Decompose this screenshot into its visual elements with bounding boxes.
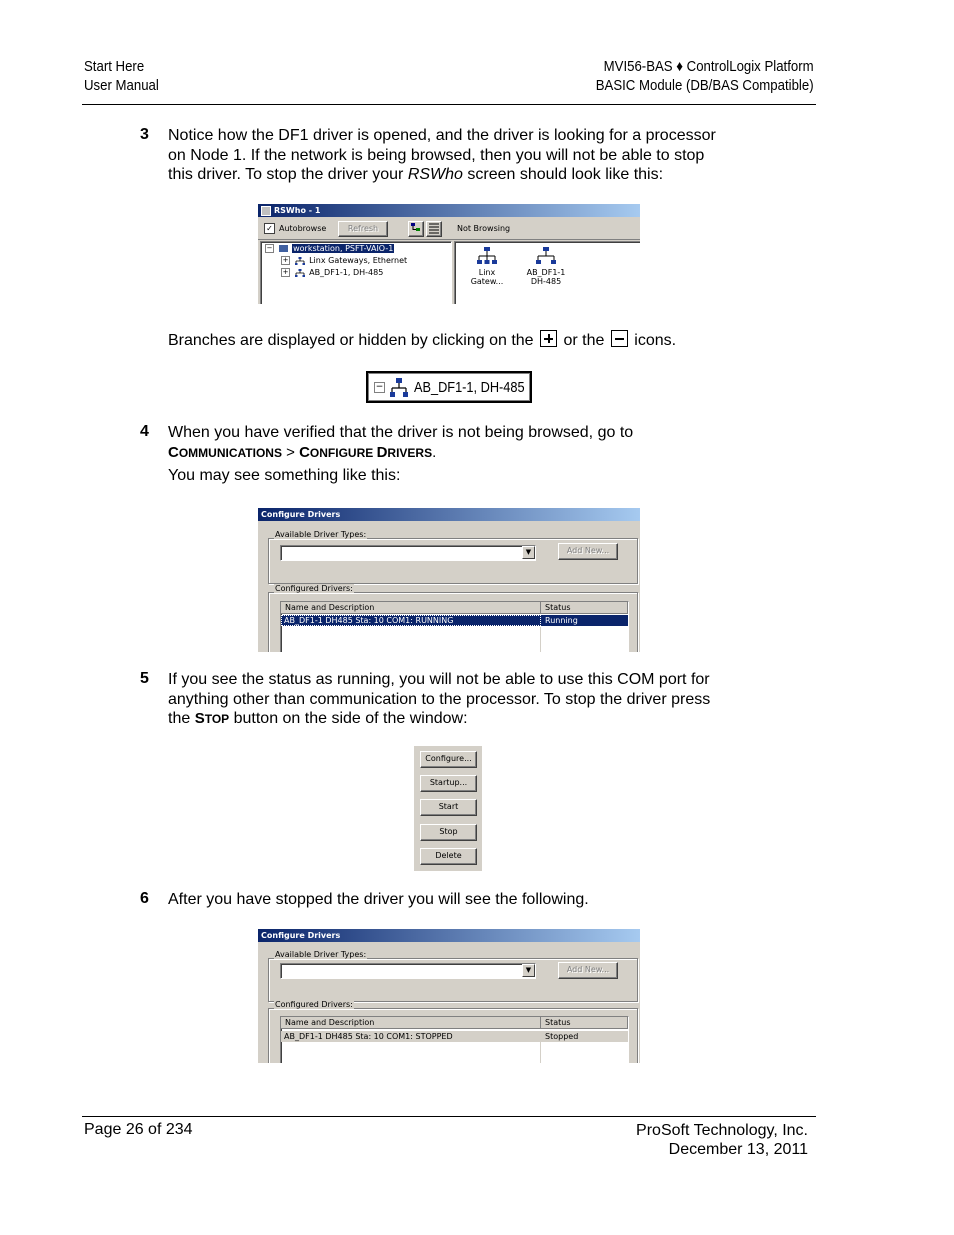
network-icon [390, 378, 408, 403]
network-icon [536, 246, 556, 266]
step-5-text [168, 670, 788, 730]
text-span: S [194, 710, 205, 728]
column-header-status[interactable]: Status [541, 602, 628, 614]
step-3-line [168, 165, 788, 185]
text-span: icons. [634, 332, 677, 349]
driver-side-buttons [414, 746, 482, 871]
text-span: TOP [204, 712, 230, 727]
configure-drivers-titlebar: Configure Drivers [258, 929, 640, 942]
tree-label: Linx Gateways, Ethernet [309, 256, 408, 265]
text-span: . [432, 443, 437, 461]
icon-pane[interactable] [454, 241, 640, 304]
step-5-line: If you see the status as running, you will not be able to use this COM port for [168, 671, 710, 688]
header-doc-type: User Manual [84, 77, 159, 94]
collapse-minus-icon [611, 330, 628, 347]
collapse-icon: − [375, 382, 384, 392]
collapse-icon[interactable]: − [266, 244, 273, 252]
rswho-titlebar [258, 204, 640, 217]
configured-drivers-label: Configured Drivers: [275, 1000, 353, 1009]
step-3-number: 3 [140, 126, 149, 143]
step-4-line: When you have verified that the driver is not being browsed, go to [168, 424, 634, 441]
column-header-name[interactable]: Name and Description [281, 1017, 541, 1029]
step-5-number: 5 [140, 670, 149, 687]
rswho-window [258, 204, 640, 304]
header-rule [82, 104, 816, 105]
text-span: ONFIGURE [309, 445, 377, 460]
step-3-line: on Node 1. If the network is being browsed, then you will not be able to stop [168, 146, 705, 164]
column-divider [540, 1042, 541, 1063]
tree-row-linx[interactable] [281, 255, 407, 266]
tree-row-workstation[interactable] [265, 243, 394, 254]
expand-plus-icon [540, 330, 557, 347]
stop-button[interactable]: Stop [420, 824, 477, 841]
header-module: BASIC Module (DB/BAS Compatible) [596, 77, 814, 94]
delete-button[interactable]: Delete [420, 848, 477, 865]
expand-icon[interactable]: + [282, 268, 289, 276]
footer-right [636, 1121, 808, 1159]
step-4-number: 4 [140, 423, 149, 440]
header-section: Start Here [84, 58, 145, 75]
item-label: AB_DF1-1 [526, 268, 566, 277]
text-span: C [299, 443, 310, 461]
computer-icon [279, 245, 288, 252]
menu-separator: > [281, 443, 300, 461]
tree-pane[interactable] [260, 241, 452, 304]
tree-node-zoom [366, 371, 532, 403]
table-cell-status[interactable]: Stopped [541, 1031, 628, 1042]
tree-label: workstation, PSFT-VAIO-1 [293, 244, 394, 253]
list-view-icon[interactable] [426, 221, 442, 237]
configure-drivers-window-stopped [258, 929, 640, 1063]
tree-node-label: AB_DF1-1, DH-485 [414, 379, 525, 396]
linx-gateway-item[interactable] [467, 246, 507, 286]
chevron-down-icon[interactable]: ▼ [522, 964, 535, 977]
network-icon [295, 269, 305, 276]
chevron-down-icon[interactable]: ▼ [522, 546, 535, 559]
step-5-line [168, 709, 788, 730]
header-right [596, 57, 814, 95]
text-span: D [376, 443, 388, 461]
stop-button-reference [195, 710, 229, 727]
startup-button[interactable]: Startup... [420, 775, 477, 792]
add-new-button[interactable]: Add New... [558, 543, 618, 560]
item-label: Linx [478, 268, 496, 277]
not-browsing-status: Not Browsing [457, 224, 511, 233]
autobrowse-checkbox[interactable]: ✓ [264, 223, 275, 234]
text-span: OMMUNICATIONS [178, 445, 282, 460]
text-span: screen should look like this: [462, 166, 664, 184]
step-6-number: 6 [140, 890, 149, 907]
driver-type-dropdown[interactable] [280, 963, 536, 979]
company-name: ProSoft Technology, Inc. [636, 1122, 808, 1139]
configured-drivers-list[interactable] [280, 601, 629, 652]
configured-drivers-list[interactable] [280, 1016, 629, 1063]
tree-view-icon[interactable] [408, 221, 424, 237]
menu-configure-drivers [299, 444, 432, 461]
column-header-status[interactable]: Status [541, 1017, 628, 1029]
autobrowse-label: Autobrowse [279, 224, 327, 233]
step-5-line: anything other than communication to the processor. To stop the driver press [168, 690, 711, 708]
add-new-button[interactable]: Add New... [558, 962, 618, 979]
configure-button[interactable]: Configure... [420, 751, 477, 768]
start-button[interactable]: Start [420, 799, 477, 816]
app-icon [261, 206, 271, 216]
rswho-title: RSWho - 1 [274, 206, 321, 215]
available-driver-types-label: Available Driver Types: [275, 950, 367, 959]
step-3-line: Notice how the DF1 driver is opened, and the driver is looking for a processor [168, 127, 716, 144]
text-span: RIVERS [387, 445, 433, 460]
configured-drivers-label: Configured Drivers: [275, 584, 353, 593]
df1-driver-item[interactable] [521, 246, 571, 286]
text-span: or the [563, 332, 605, 349]
item-label: Gatew... [470, 277, 504, 286]
item-label: DH-485 [530, 277, 562, 286]
rswho-emphasis: RSWho [407, 166, 463, 184]
step-6-text: After you have stopped the driver you will see the following. [168, 891, 589, 908]
column-header-name[interactable]: Name and Description [281, 602, 541, 614]
page-number: Page 26 of 234 [84, 1121, 193, 1138]
column-divider [540, 627, 541, 652]
expand-icon[interactable]: + [282, 256, 289, 264]
text-span: Branches are displayed or hidden by clicking on the [168, 332, 534, 349]
branches-text [168, 330, 676, 351]
menu-path [168, 443, 788, 464]
configure-drivers-titlebar: Configure Drivers [258, 508, 640, 521]
text-span: button on the side of the window: [229, 710, 468, 728]
publish-date: December 13, 2011 [668, 1141, 808, 1158]
step-3-text [168, 126, 788, 185]
menu-communications [168, 444, 282, 461]
configure-drivers-window [258, 508, 640, 652]
text-span: the [168, 710, 195, 728]
header-product: MVI56-BAS ♦ ControlLogix Platform [604, 58, 814, 75]
refresh-button[interactable]: Refresh [338, 221, 388, 237]
table-cell-status[interactable]: Running [541, 615, 628, 626]
table-row[interactable]: AB_DF1-1 DH485 Sta: 10 COM1: RUNNING [281, 615, 541, 626]
driver-type-dropdown[interactable] [280, 545, 536, 561]
step-4-text [168, 423, 788, 486]
text-span: C [168, 443, 179, 461]
network-icon [477, 246, 497, 266]
table-row[interactable]: AB_DF1-1 DH485 Sta: 10 COM1: STOPPED [281, 1031, 541, 1042]
tree-label: AB_DF1-1, DH-485 [309, 268, 384, 277]
tree-row-df1[interactable] [281, 267, 383, 278]
step-4-line: You may see something like this: [168, 467, 401, 485]
network-icon [295, 257, 305, 264]
toolbar-divider [258, 239, 640, 240]
available-driver-types-label: Available Driver Types: [275, 530, 367, 539]
footer-rule [82, 1116, 816, 1117]
header-left [84, 57, 159, 95]
text-span: this driver. To stop the driver your [168, 166, 408, 184]
